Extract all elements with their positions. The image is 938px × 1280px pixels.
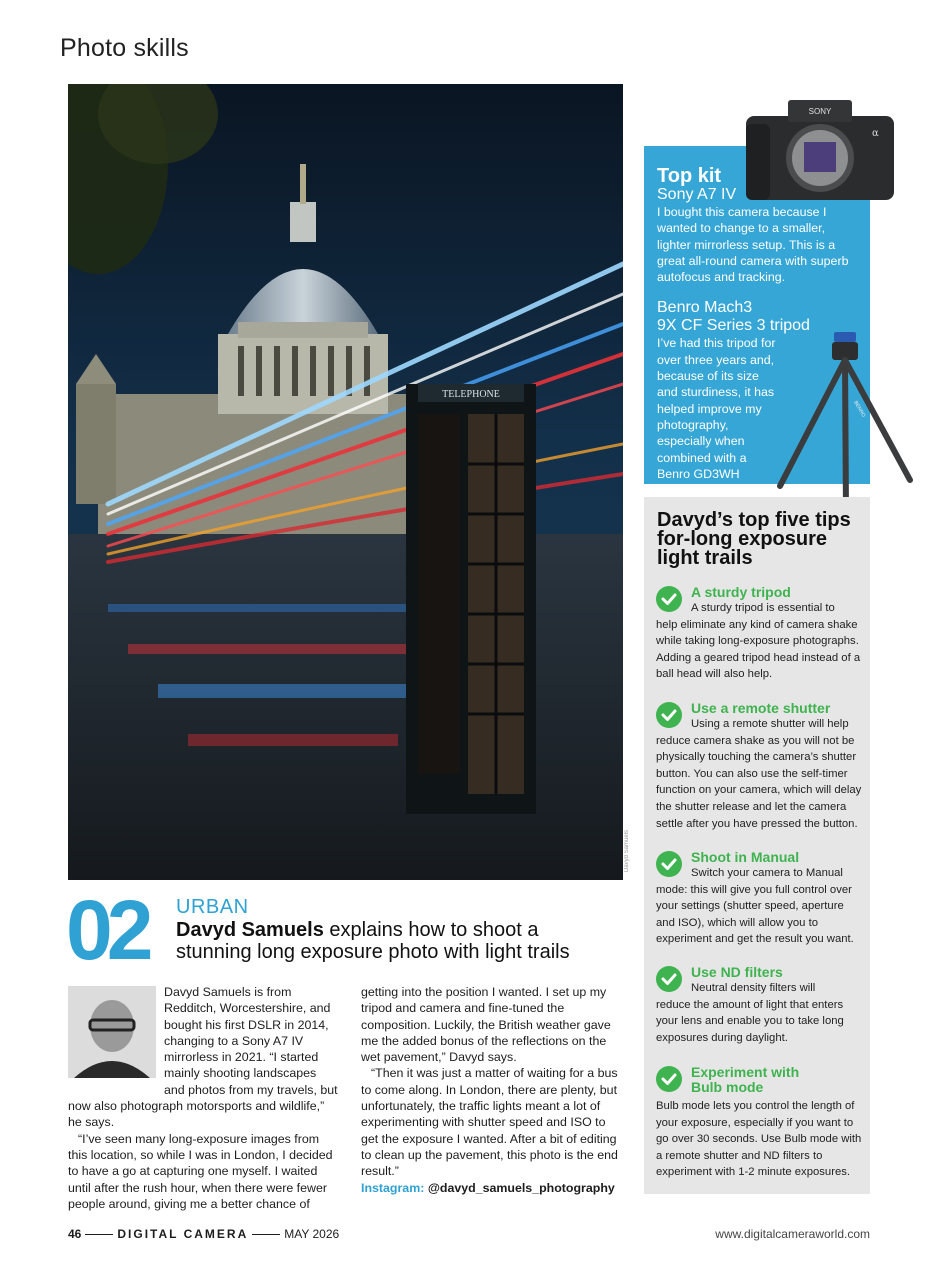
instagram-handle[interactable]: @davyd_samuels_photography bbox=[427, 1180, 615, 1195]
tips-title: Davyd’s top five tips for-long exposure light trails bbox=[657, 509, 851, 569]
instagram-line bbox=[361, 1180, 623, 1196]
top-kit-title: Top kit bbox=[657, 165, 722, 187]
booth-sign: TELEPHONE bbox=[442, 389, 500, 400]
photo-credit: Davyd Samuels bbox=[624, 830, 630, 873]
col1-paragraph-1: Davyd Samuels is from Redditch, Worcestershire, and bought his first DSLR in 2014, changing to a Sony A7 IV mirrorless in 2021. “I started mainly shooting landscapes and photos from my travels, but now also photograph motorsports and wildlife,” he says. bbox=[68, 985, 338, 1130]
col2-paragraph-2: “Then it was just a matter of waiting for a bus to come along. In London, there are plenty, but unfortunately, the traffic lights meant a lot of experimenting with shutter speed and ISO to get the exposure I wanted. After a bit of editing to clean up the pavement, this photo is the end result.” bbox=[361, 1066, 618, 1179]
main-photo bbox=[68, 84, 623, 880]
footer-rule bbox=[252, 1234, 280, 1235]
tip-body-rest: mode: this will give you full control over your settings (shutter speed, aperture and ISO), which will allow you to experiment and get the result you want. bbox=[656, 883, 854, 946]
tip-body-rest: Bulb mode lets you control the length of your exposure, especially if you want to go over 30 seconds. Use Bulb mode with a remote shutter and ND filters to experiment with 1-2 minute exposures. bbox=[656, 1100, 862, 1179]
kit-item-2-name-line-1: Benro Mach3 bbox=[657, 299, 753, 317]
article-kicker: URBAN bbox=[176, 896, 249, 918]
tip-item bbox=[656, 585, 862, 683]
tip-item bbox=[656, 965, 862, 1046]
tip-body bbox=[656, 980, 862, 1046]
kit-item-1-text: I bought this camera because I wanted to change to a smaller, lighter mirrorless setup. This is a great all-round camera with superb autofocus and tracking. bbox=[657, 205, 849, 285]
tip-body-first: Switch your camera to Manual bbox=[691, 867, 843, 879]
tripod-brand: BENRO bbox=[852, 400, 867, 419]
check-icon bbox=[656, 586, 682, 612]
tip-body-rest: reduce camera shake as you will not be physically touching the camera’s shutter button. You can also use the self-timer function on your camera, which will delay the shutter release and let the camera settle after you have pressed the button. bbox=[656, 734, 862, 830]
tip-body-rest: reduce the amount of light that enters your lens and enable you to take long exposures during daylight. bbox=[656, 998, 844, 1044]
check-icon bbox=[656, 966, 682, 992]
article-headline bbox=[176, 919, 616, 963]
check-icon bbox=[656, 1066, 682, 1092]
kit-item-2-text: I’ve had this tripod for over three years and, because of its size and sturdiness, it has helped improve my photography, especially when combined with a Benro GD3WH geared tripod head. bbox=[657, 336, 776, 498]
col2-paragraph-1: getting into the position I wanted. I set up my tripod and camera and fine-tuned the composition. Luckily, the British weather gave me the added bonus of the reflections on the wet pavement,” Davyd says. bbox=[361, 985, 611, 1065]
issue-date: MAY 2026 bbox=[284, 1227, 340, 1241]
page-number: 46 bbox=[68, 1227, 82, 1241]
camera-alpha: α bbox=[872, 128, 879, 139]
tip-title: Experiment with Bulb mode bbox=[691, 1064, 800, 1095]
camera-brand: SONY bbox=[808, 107, 832, 116]
check-icon bbox=[656, 702, 682, 728]
kit-item-2-name-line-2: 9X CF Series 3 tripod bbox=[657, 317, 810, 335]
tip-item bbox=[656, 701, 862, 832]
tripod-image bbox=[770, 330, 920, 516]
tip-body-first: Neutral density filters will bbox=[691, 982, 816, 994]
website-url[interactable]: www.digitalcameraworld.com bbox=[715, 1227, 870, 1241]
headline-name: Davyd Samuels bbox=[176, 919, 324, 941]
tip-title: Shoot in Manual bbox=[691, 849, 800, 865]
headline-rest: explains how to shoot a stunning long exposure photo with light trails bbox=[176, 919, 570, 963]
camera-image bbox=[742, 94, 898, 202]
tip-title: Use a remote shutter bbox=[691, 700, 831, 716]
tip-body bbox=[656, 1098, 862, 1181]
check-icon bbox=[656, 851, 682, 877]
kit-item-1-name: Sony A7 IV bbox=[657, 186, 737, 203]
tip-body bbox=[656, 865, 862, 948]
tips-box bbox=[644, 497, 870, 1194]
tip-item bbox=[656, 850, 862, 948]
article-number: 02 bbox=[66, 883, 148, 977]
instagram-label: Instagram: bbox=[361, 1180, 425, 1195]
tip-title: A sturdy tripod bbox=[691, 584, 791, 600]
tip-body-first: A sturdy tripod is essential to bbox=[691, 602, 835, 614]
footer-rule bbox=[85, 1234, 113, 1235]
footer-left bbox=[68, 1227, 339, 1241]
tip-body bbox=[656, 600, 862, 683]
tip-body-first: Using a remote shutter will help bbox=[691, 718, 849, 730]
col1-paragraph-2: “I’ve seen many long-exposure images from this location, so while I was in London, I decided to have a go at capturing one myself. I waited until after the rush hour, when there were fewer people around, giving me a better chance of bbox=[68, 1131, 333, 1211]
tip-body-rest: help eliminate any kind of camera shake while taking long-exposure photographs. Adding a geared tripod head instead of a ball head will also help. bbox=[656, 618, 861, 681]
article-column-2 bbox=[361, 984, 623, 1196]
section-label: Photo skills bbox=[60, 34, 189, 62]
magazine-name: DIGITAL CAMERA bbox=[117, 1227, 249, 1241]
author-portrait bbox=[68, 986, 156, 1078]
tip-item bbox=[656, 1065, 862, 1181]
tip-title: Use ND filters bbox=[691, 964, 783, 980]
tip-body bbox=[656, 716, 862, 832]
article-column-1 bbox=[68, 984, 338, 1212]
